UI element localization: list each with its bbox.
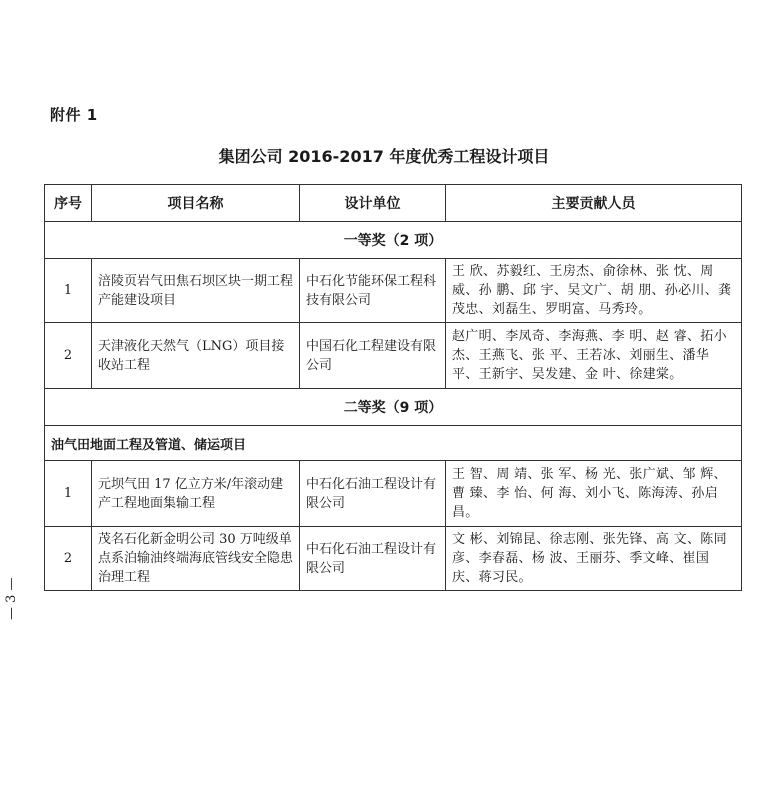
- grade-label: 一等奖（2 项）: [45, 222, 742, 259]
- table-row: [45, 461, 742, 527]
- contributors: 王 欣、苏毅红、王房杰、俞徐林、张 忱、周 威、孙 鹏、邱 宇、吴文广、胡 朋、孙必川、龚茂忠、刘磊生、罗明富、马秀玲。: [446, 259, 742, 323]
- category-label: 油气田地面工程及管道、储运项目: [45, 426, 742, 461]
- header-no: 序号: [45, 185, 92, 222]
- grade-label: 二等奖（9 项）: [45, 389, 742, 426]
- grade-row-second-prize: [45, 389, 742, 426]
- row-number: 2: [45, 527, 92, 591]
- project-name: 天津液化天然气（LNG）项目接收站工程: [92, 323, 300, 389]
- category-row: [45, 426, 742, 461]
- table-row: [45, 259, 742, 323]
- page-number: — 3 —: [4, 577, 19, 621]
- table-header-row: [45, 185, 742, 222]
- contributors: 赵广明、李凤奇、李海燕、李 明、赵 睿、拓小杰、王燕飞、张 平、王若冰、刘丽生、潘华平、王新宇、吴发建、金 叶、徐建棠。: [446, 323, 742, 389]
- design-unit: 中石化节能环保工程科技有限公司: [300, 259, 446, 323]
- header-project-name: 项目名称: [92, 185, 300, 222]
- document-title: 集团公司 2016-2017 年度优秀工程设计项目: [218, 147, 550, 166]
- project-name: 元坝气田 17 亿立方米/年滚动建产工程地面集输工程: [92, 461, 300, 527]
- design-unit: 中石化石油工程设计有限公司: [300, 527, 446, 591]
- project-name: 茂名石化新金明公司 30 万吨级单点系泊输油终端海底管线安全隐患治理工程: [92, 527, 300, 591]
- attachment-label: 附件 1: [50, 106, 98, 124]
- grade-row-first-prize: [45, 222, 742, 259]
- table-row: [45, 527, 742, 591]
- contributors: 王 智、周 靖、张 军、杨 光、张广斌、邹 辉、曹 臻、李 怡、何 海、刘小飞、陈海涛、孙启昌。: [446, 461, 742, 527]
- header-contributors: 主要贡献人员: [446, 185, 742, 222]
- contributors: 文 彬、刘锦昆、徐志刚、张先锋、高 文、陈同彦、李春磊、杨 波、王丽芬、季文峰、崔国庆、蒋习民。: [446, 527, 742, 591]
- table-row: [45, 323, 742, 389]
- design-unit: 中国石化工程建设有限公司: [300, 323, 446, 389]
- row-number: 2: [45, 323, 92, 389]
- header-design-unit: 设计单位: [300, 185, 446, 222]
- row-number: 1: [45, 259, 92, 323]
- award-table: [44, 184, 742, 591]
- project-name: 涪陵页岩气田焦石坝区块一期工程产能建设项目: [92, 259, 300, 323]
- row-number: 1: [45, 461, 92, 527]
- design-unit: 中石化石油工程设计有限公司: [300, 461, 446, 527]
